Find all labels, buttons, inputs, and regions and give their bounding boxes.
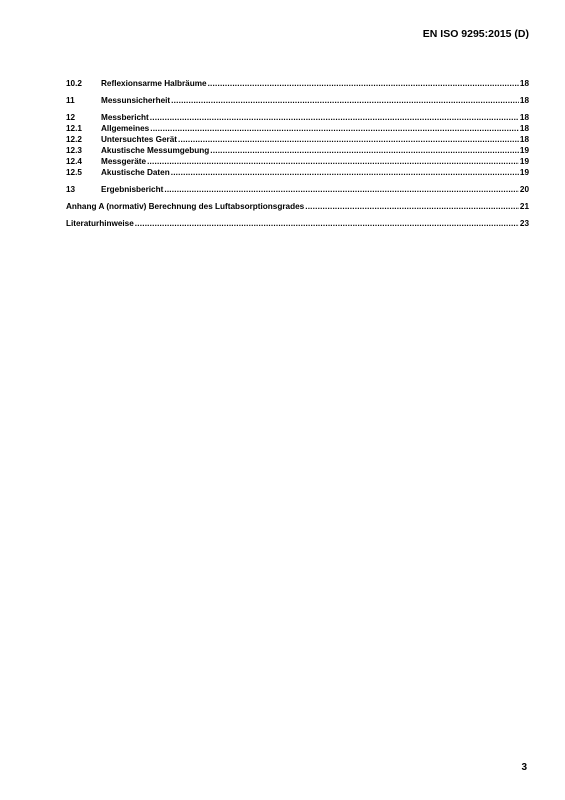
toc-entry-title: Anhang A (normativ) Berechnung des Luftabsorptionsgrades — [66, 202, 305, 211]
toc-entry-title: Reflexionsarme Halbräume — [101, 79, 207, 88]
toc-dot-leader — [305, 201, 519, 212]
toc-entry-number: 10.2 — [66, 79, 82, 88]
toc-entry-title: Messbericht — [101, 113, 149, 122]
toc-entry-page: 18 — [519, 96, 529, 105]
toc-entry-page: 19 — [519, 146, 529, 155]
toc-entry-title: Literaturhinweise — [66, 219, 134, 228]
toc-entry-number: 12.5 — [66, 168, 82, 177]
toc-entry-12-4[interactable] — [66, 156, 529, 167]
toc-entry-number: 11 — [66, 96, 75, 105]
toc-dot-leader — [178, 134, 519, 145]
toc-entry-number: 12.2 — [66, 135, 82, 144]
toc-entry-page: 18 — [519, 124, 529, 133]
toc-entry-title: Allgemeines — [101, 124, 150, 133]
toc-entry-page: 19 — [519, 168, 529, 177]
toc-entry-number: 12.3 — [66, 146, 82, 155]
toc-dot-leader — [135, 218, 519, 229]
toc-entry-12-3[interactable] — [66, 145, 529, 156]
toc-entry-title: Messgeräte — [101, 157, 147, 166]
toc-entry-page: 19 — [519, 157, 529, 166]
table-of-contents — [66, 78, 529, 229]
toc-entry-page: 20 — [519, 185, 529, 194]
toc-dot-leader — [171, 167, 519, 178]
toc-entry-literaturhinweise[interactable] — [66, 218, 529, 229]
toc-entry-title: Messunsicherheit — [101, 96, 171, 105]
toc-entry-12-2[interactable] — [66, 134, 529, 145]
toc-dot-leader — [147, 156, 519, 167]
toc-entry-13[interactable] — [66, 184, 529, 195]
toc-entry-title: Akustische Daten — [101, 168, 170, 177]
toc-entry-page: 18 — [519, 135, 529, 144]
toc-entry-title: Untersuchtes Gerät — [101, 135, 177, 144]
toc-entry-anhang-a[interactable] — [66, 201, 529, 212]
toc-entry-page: 21 — [519, 202, 529, 211]
toc-entry-11[interactable] — [66, 95, 529, 106]
toc-entry-12-1[interactable] — [66, 123, 529, 134]
toc-entry-number: 12.4 — [66, 157, 82, 166]
toc-dot-leader — [171, 95, 519, 106]
toc-entry-page: 18 — [519, 113, 529, 122]
toc-entry-number: 13 — [66, 185, 76, 194]
toc-entry-title: Akustische Messumgebung — [101, 146, 210, 155]
toc-entry-page: 23 — [519, 219, 529, 228]
toc-dot-leader — [164, 184, 519, 195]
toc-entry-12-5[interactable] — [66, 167, 529, 178]
toc-dot-leader — [210, 145, 519, 156]
toc-dot-leader — [150, 123, 519, 134]
document-id-header: EN ISO 9295:2015 (D) — [422, 28, 529, 40]
toc-entry-number: 12.1 — [66, 124, 82, 133]
toc-entry-12[interactable] — [66, 112, 529, 123]
toc-dot-leader — [150, 112, 519, 123]
toc-entry-10-2[interactable] — [66, 78, 529, 89]
toc-entry-title: Ergebnisbericht — [101, 185, 164, 194]
toc-dot-leader — [208, 78, 519, 89]
toc-entry-number: 12 — [66, 113, 76, 122]
page-number: 3 — [521, 762, 527, 773]
toc-entry-page: 18 — [519, 79, 529, 88]
